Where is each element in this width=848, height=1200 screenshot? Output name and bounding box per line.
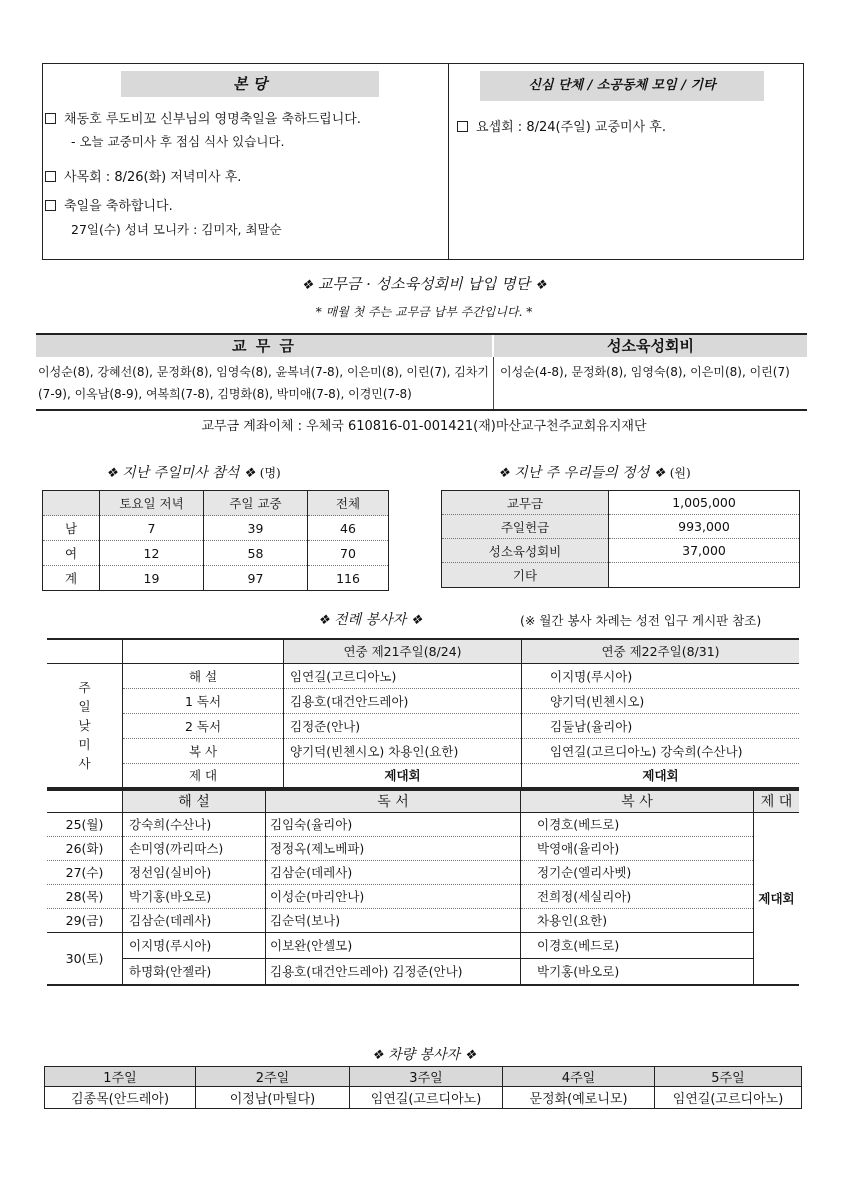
table-row: 29(금) 김삼순(데레사) 김순덕(보나) 차용인(요한) [47, 908, 799, 932]
table-header: 주일 교중 [204, 491, 308, 516]
table-header: 토요일 저녁 [100, 491, 204, 516]
attendance-title: ❖ 지난 주일미사 참석 ❖ (명) [106, 465, 281, 481]
table-header: 복 사 [521, 790, 754, 812]
table-header: 해 설 [123, 790, 266, 812]
diamond-icon: ❖ [464, 1048, 477, 1063]
dues-col1-header: 교 무 금 [36, 335, 492, 357]
table-row: 여 12 58 70 [43, 541, 389, 566]
table-header: 연중 제21주일(8/24) [284, 639, 522, 663]
table-row: 하명화(안젤라) 김용호(대건안드레아) 김정준(안나) 박기홍(바오로) [47, 958, 799, 985]
liturgy-title: ❖ 전례 봉사자 ❖ [318, 612, 423, 628]
table-header: 4주일 [503, 1067, 655, 1087]
dues-subtitle: * 매월 첫 주는 교무금 납부 주간입니다. * [315, 305, 533, 319]
diamond-icon: ❖ [371, 1048, 384, 1063]
offering-table [441, 490, 800, 588]
dues-title: ❖ 교무금 · 성소육성회비 납입 명단 ❖ [301, 275, 547, 293]
parish-notice-sub: - 오늘 교중미사 후 점심 식사 있습니다. [71, 134, 285, 149]
table-header: 1주일 [45, 1067, 196, 1087]
table-row: 교무금 1,005,000 [442, 491, 800, 515]
diamond-icon: ❖ [318, 613, 330, 628]
table-row: 28(목) 박기홍(바오로) 이성순(마리안나) 전희정(세실리아) [47, 884, 799, 908]
parish-notice-item: 사목회 : 8/26(화) 저녁미사 후. [45, 166, 445, 185]
vehicle-table [44, 1066, 802, 1109]
weekday-altar: 제대회 [758, 891, 795, 907]
diamond-icon: ❖ [653, 466, 666, 481]
checkbox-icon [45, 113, 56, 124]
table-row: 김종목(안드레아) 이정남(마틸다) 임연길(고르디아노) 문정화(예로니모) 임연길(고르디아노) [45, 1087, 802, 1109]
diamond-icon: ❖ [106, 466, 118, 481]
table-row: 25(월) 강숙희(수산나) 김임숙(율리아) 이경호(베드로) 제대회 [47, 812, 799, 836]
dues-table [36, 333, 807, 411]
liturgy-note: (※ 월간 봉사 차례는 성전 입구 게시판 참조) [520, 613, 762, 628]
table-row: 제 대 제대회 제대회 [47, 763, 799, 788]
groups-notice-title: 신심 단체 / 소공동체 모임 / 기타 [480, 71, 764, 101]
checkbox-icon [45, 200, 56, 211]
diamond-icon: ❖ [498, 466, 510, 481]
table-row: 26(화) 손미영(까리따스) 정정옥(제노베파) 박영애(율리아) [47, 836, 799, 860]
table-row: 27(수) 정선임(실비아) 김삼순(데레사) 정기순(엘리사벳) [47, 860, 799, 884]
table-row: 계 19 97 116 [43, 566, 389, 591]
table-header: 3주일 [350, 1067, 503, 1087]
table-header: 독 서 [266, 790, 521, 812]
dues-col2-header: 성소육성회비 [494, 335, 807, 357]
parish-notice-title: 본 당 [121, 71, 379, 97]
table-header: 제 대 [754, 790, 800, 812]
weekday-table [47, 789, 799, 986]
parish-notice-item: 축일을 축하합니다. 27일(수) 성녀 모니카 : 김미자, 최말순 [45, 195, 445, 238]
table-row: 기타 [442, 563, 800, 588]
diamond-icon: ❖ [301, 278, 314, 293]
parish-notice-sub: 27일(수) 성녀 모니카 : 김미자, 최말순 [71, 222, 282, 237]
table-row: 주 일 낮 미 사 해 설 임연길(고르디아노) 이지명(루시아) [47, 663, 799, 688]
table-row: 주일헌금 993,000 [442, 515, 800, 539]
notice-box [42, 63, 804, 260]
table-row: 복 사 양기덕(빈첸시오) 차용인(요한) 임연길(고르디아노) 강숙희(수산나) [47, 738, 799, 763]
groups-notice-item: 요셉회 : 8/24(주일) 교중미사 후. [457, 116, 797, 135]
offering-title: ❖ 지난 주 우리들의 정성 ❖ (원) [498, 465, 691, 481]
vehicle-title: ❖ 차량 봉사자 ❖ [371, 1047, 477, 1063]
table-header: 전체 [308, 491, 389, 516]
table-header: 연중 제22주일(8/31) [522, 639, 800, 663]
table-header [43, 491, 100, 516]
table-row: 남 7 39 46 [43, 516, 389, 541]
dues-col-rule [493, 357, 494, 409]
attendance-table [42, 490, 389, 591]
sunday-mass-label: 주 일 낮 미 사 [47, 663, 123, 788]
sunday-table [47, 638, 799, 789]
notice-divider [448, 64, 449, 259]
diamond-icon: ❖ [410, 613, 423, 628]
table-row: 1 독서 김용호(대건안드레아) 양기덕(빈첸시오) [47, 688, 799, 713]
dues-account: 교무금 계좌이체 : 우체국 610816-01-001421(재)마산교구천주교회유지재단 [201, 419, 647, 434]
checkbox-icon [457, 121, 468, 132]
dues-col1-names: 이성순(8), 강혜선(8), 문정화(8), 임영숙(8), 윤복녀(7-8), 이은미(8), 이린(7), 김차기(7-9), 이옥남(8-9), 여복희(7-8), 김명화(8), 박미애(7-8), 이경민(7-8) [38, 365, 489, 401]
diamond-icon: ❖ [534, 278, 547, 293]
dues-col2-names: 이성순(4-8), 문정화(8), 임영숙(8), 이은미(8), 이린(7) [500, 365, 790, 379]
table-row: 2 독서 김정준(안나) 김둘남(율리아) [47, 713, 799, 738]
table-row: 30(토) 이지명(루시아) 이보완(안셀모) 이경호(베드로) [47, 932, 799, 958]
checkbox-icon [45, 171, 56, 182]
table-row: 성소육성회비 37,000 [442, 539, 800, 563]
table-header: 2주일 [196, 1067, 350, 1087]
table-header: 5주일 [655, 1067, 802, 1087]
parish-notice-item: 채동호 루도비꼬 신부님의 영명축일을 축하드립니다. - 오늘 교중미사 후 점심 식사 있습니다. [45, 108, 445, 150]
diamond-icon: ❖ [243, 466, 256, 481]
